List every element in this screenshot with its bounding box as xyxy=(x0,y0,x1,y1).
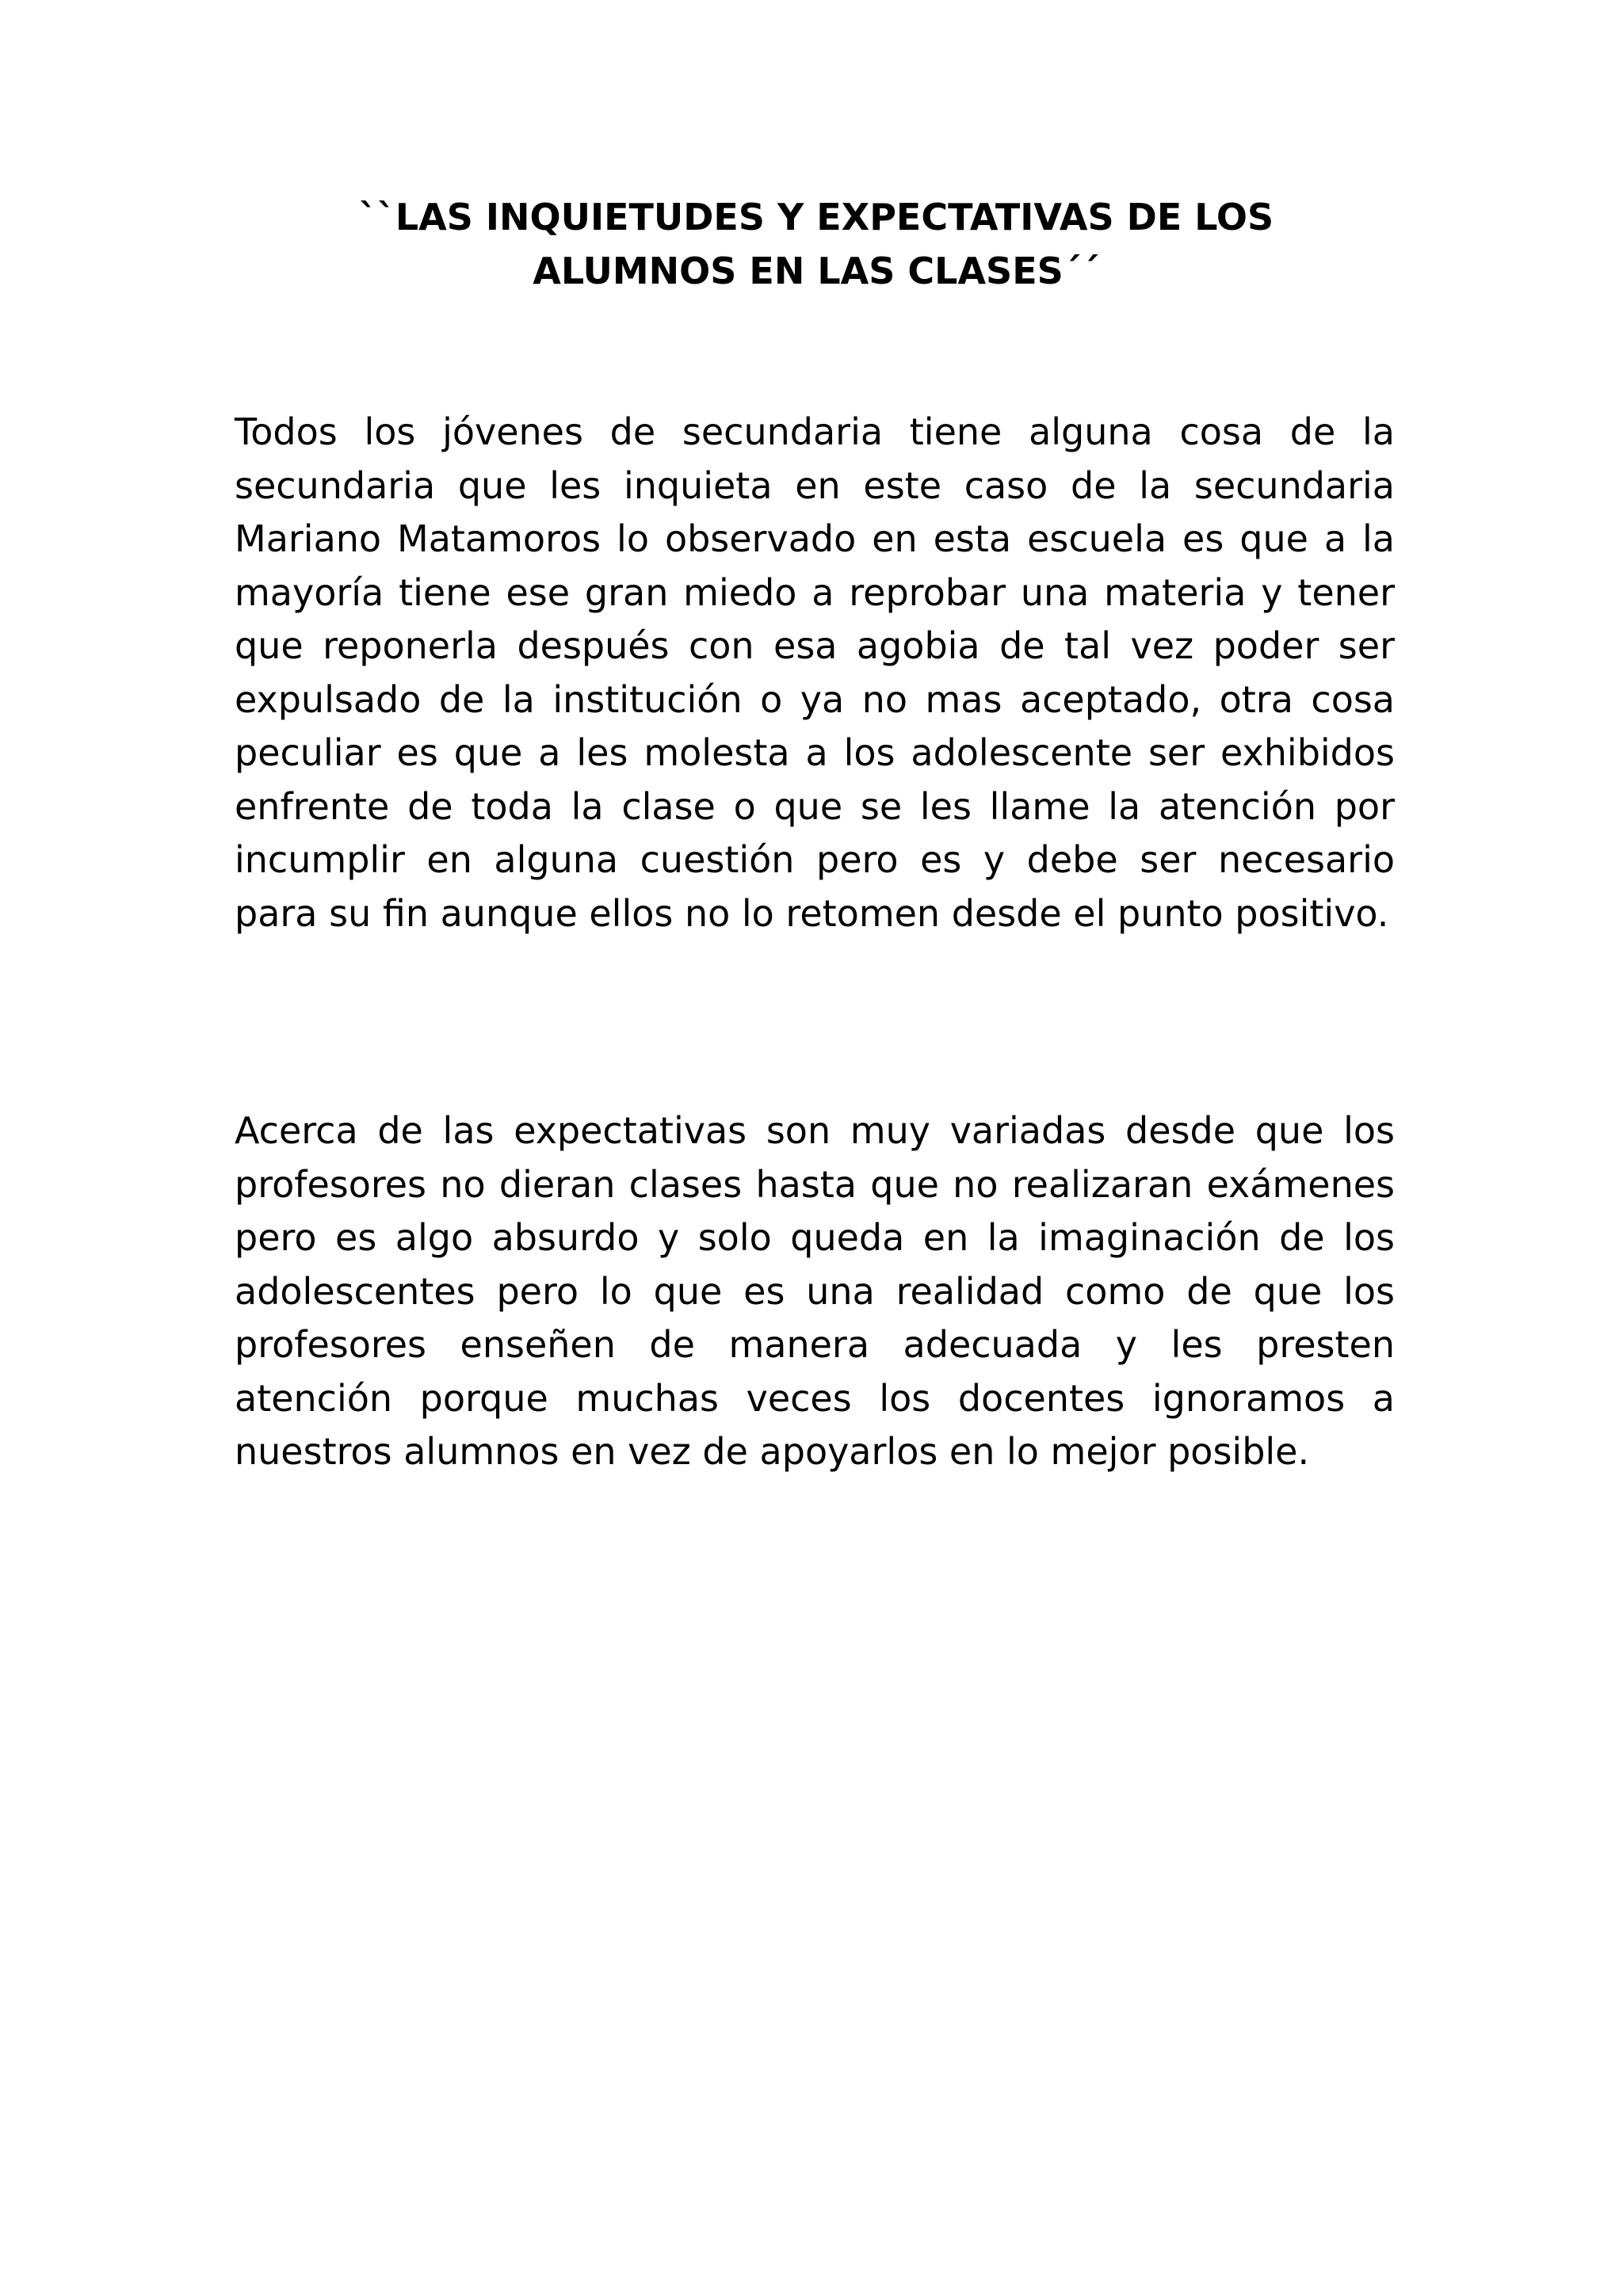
title-line-2: ALUMNOS EN LAS CLASES´´ xyxy=(533,250,1100,292)
title-line-1: ``LAS INQUIETUDES Y EXPECTATIVAS DE LOS xyxy=(358,196,1274,238)
paragraph-inquietudes: Todos los jóvenes de secundaria tiene alguna cosa de la secundaria que les inquieta en este caso de la secundaria Mariano Matamoros lo observado en esta escuela es que a la mayoría tiene ese gran miedo a reprobar una materia y tener que reponerla después con esa agobia de tal vez poder ser expulsado de la institución o ya no mas aceptado, otra cosa peculiar es que a les molesta a los adolescente ser exhibidos enfrente de toda la clase o que se les llame la atención por incumplir en alguna cuestión pero es y debe ser necesario para su fin aunque ellos no lo retomen desde el punto positivo. xyxy=(235,410,1395,935)
document-title xyxy=(301,190,1331,298)
paragraph-expectativas: Acerca de las expectativas son muy variadas desde que los profesores no dieran clases hasta que no realizaran exámenes pero es algo absurdo y solo queda en la imaginación de los adolescentes pero lo que es una realidad como de que los profesores enseñen de manera adecuada y les presten atención porque muchas veces los docentes ignoramos a nuestros alumnos en vez de apoyarlos en lo mejor posible. xyxy=(235,1109,1395,1473)
